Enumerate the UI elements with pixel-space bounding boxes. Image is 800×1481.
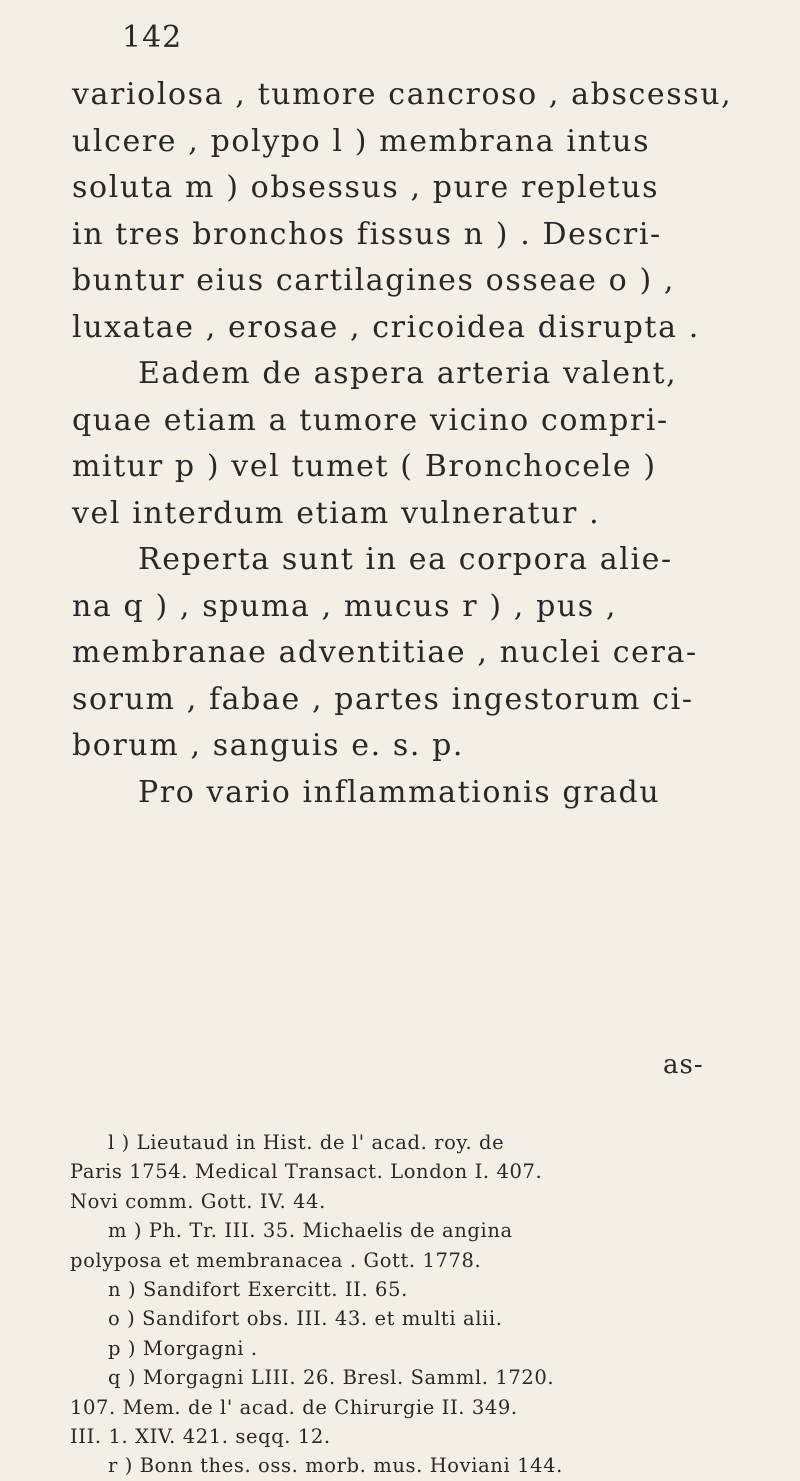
text-line: vel interdum etiam vulneratur . (72, 495, 601, 531)
main-text-block (72, 72, 772, 816)
footnote-line: 107. Mem. de l' acad. de Chirurgie II. 349. (70, 1395, 518, 1419)
text-line: luxatae , erosae , cricoidea disrupta . (72, 309, 700, 345)
text-line: soluta m ) obsessus , pure repletus (72, 170, 660, 205)
text-line: membranae adventitiae , nuclei cera- (72, 635, 698, 670)
text-line: na q ) , spuma , mucus r ) , pus , (72, 588, 618, 624)
catchword: as- (663, 1050, 704, 1080)
text-line: Reperta sunt in ea corpora alie- (138, 542, 673, 577)
footnote-line: m ) Ph. Tr. III. 35. Michaelis de angina (108, 1219, 513, 1243)
footnote-line: l ) Lieutaud in Hist. de l' acad. roy. de (108, 1131, 505, 1154)
footnotes-block (70, 1128, 770, 1481)
text-line: ulcere , polypo l ) membrana intus (72, 123, 651, 159)
text-line: quae etiam a tumore vicino compri- (72, 402, 669, 438)
footnote-line: q ) Morgagni LIII. 26. Bresl. Samml. 1720. (108, 1366, 555, 1390)
footnote-line: III. 1. XIV. 421. seqq. 12. (70, 1424, 331, 1448)
footnote-line: Novi comm. Gott. IV. 44. (70, 1189, 326, 1213)
footnote-line: Paris 1754. Medical Transact. London I. 407. (70, 1160, 543, 1184)
footnote-line: p ) Morgagni . (108, 1336, 258, 1360)
footnote-line: n ) Sandifort Exercitt. II. 65. (108, 1277, 408, 1301)
text-line: borum , sanguis e. s. p. (72, 728, 465, 763)
footnote-line: r ) Bonn thes. oss. morb. mus. Hoviani 144. (108, 1454, 563, 1478)
footnote-line: polyposa et membranacea . Gott. 1778. (70, 1248, 482, 1272)
text-line: variolosa , tumore cancroso , abscessu, (72, 77, 733, 112)
text-line: sorum , fabae , partes ingestorum ci- (72, 681, 694, 717)
text-line: Pro vario inflammationis gradu (138, 774, 661, 810)
page-number: 142 (122, 20, 183, 55)
text-line: in tres bronchos fissus n ) . Descri- (72, 216, 662, 252)
text-line: Eadem de aspera arteria valent, (138, 356, 678, 391)
text-line: mitur p ) vel tumet ( Bronchocele ) (72, 449, 657, 484)
footnote-line: o ) Sandifort obs. III. 43. et multi alii. (108, 1307, 503, 1331)
text-line: buntur eius cartilagines osseae o ) , (72, 263, 676, 298)
